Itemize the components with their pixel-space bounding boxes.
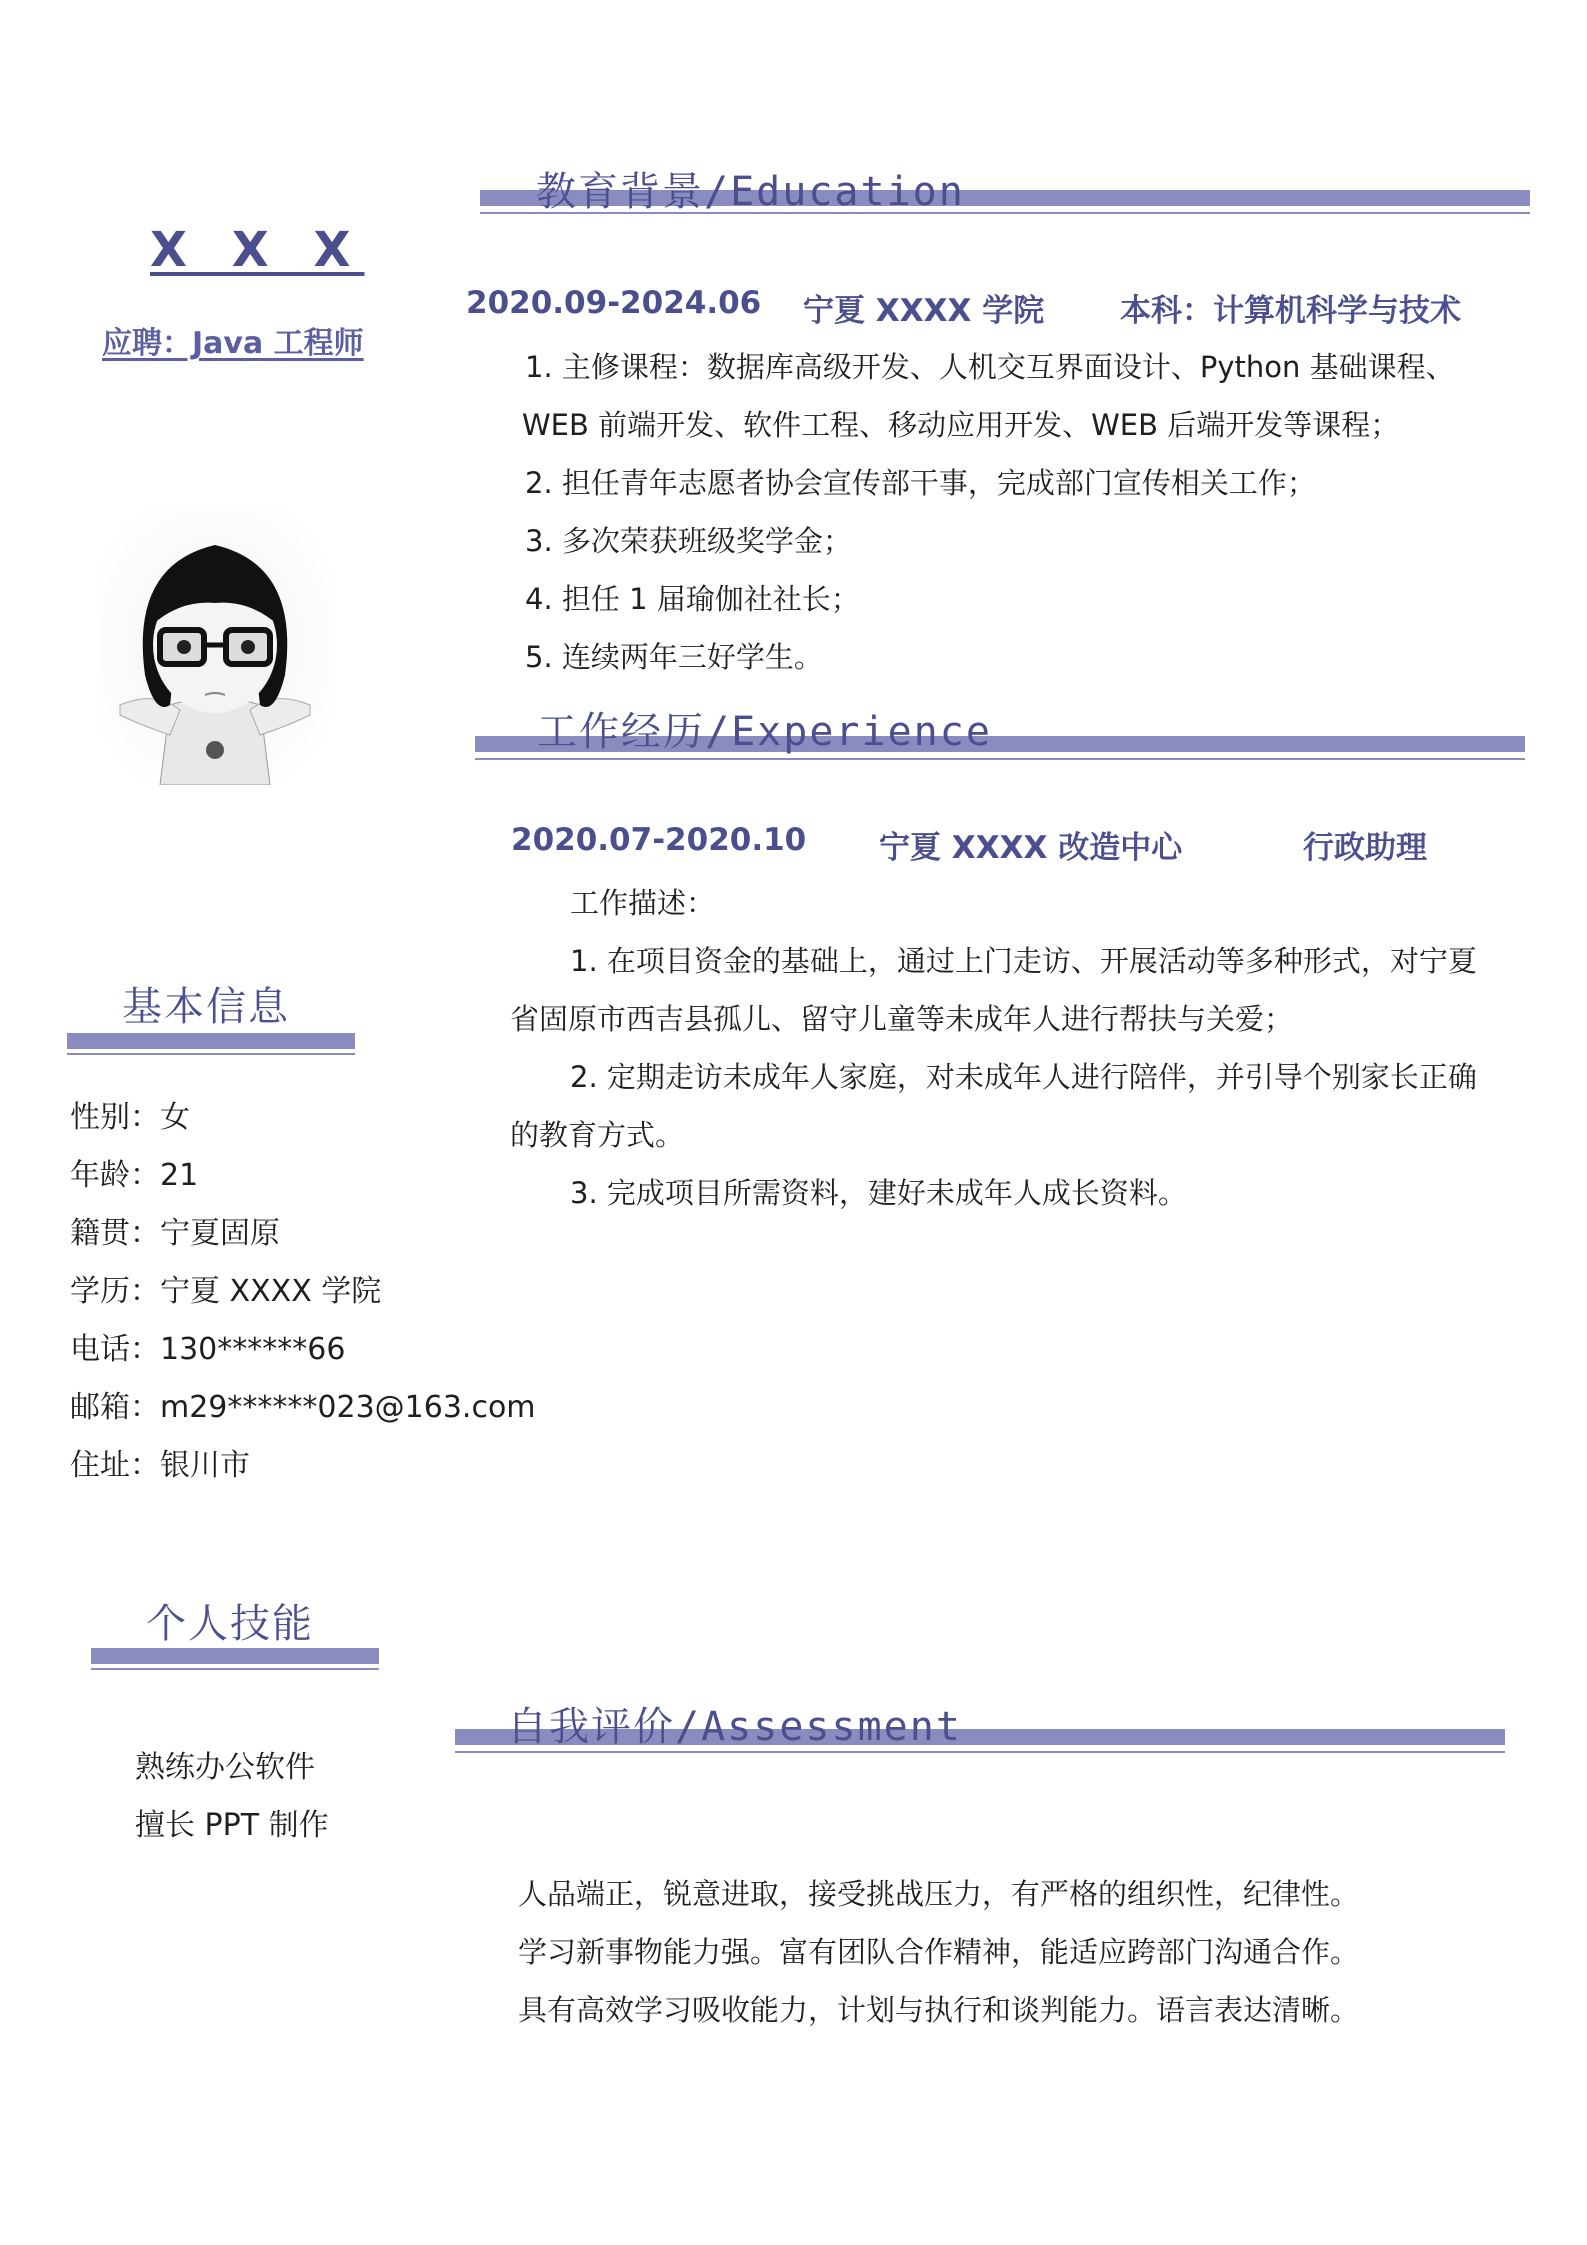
- education-item: 3. 多次荣获班级奖学金；: [525, 524, 852, 558]
- info-age: 年龄：21: [70, 1158, 199, 1193]
- info-phone: 电话：130******66: [70, 1332, 346, 1367]
- candidate-name: X X X: [150, 222, 365, 278]
- experience-role: 行政助理: [1303, 830, 1427, 866]
- info-email: 邮箱：m29******023@163.com: [70, 1390, 536, 1425]
- section-underline: [67, 1053, 355, 1055]
- assessment-line: 具有高效学习吸收能力，计划与执行和谈判能力。语言表达清晰。: [518, 1993, 1360, 2027]
- experience-period: 2020.07-2020.10: [511, 822, 807, 858]
- assessment-section-header: [455, 1695, 1505, 1759]
- info-hometown: 籍贯：宁夏固原: [70, 1216, 280, 1251]
- education-degree: 本科：计算机科学与技术: [1120, 293, 1461, 329]
- section-title: 工作经历/Experience: [537, 709, 992, 755]
- assessment-line: 学习新事物能力强。富有团队合作精神，能适应跨部门沟通合作。: [518, 1935, 1360, 1969]
- experience-item: 的教育方式。: [510, 1118, 685, 1152]
- education-item: 2. 担任青年志愿者协会宣传部干事，完成部门宣传相关工作；: [525, 466, 1316, 500]
- education-period: 2020.09-2024.06: [466, 285, 762, 321]
- assessment-line: 人品端正，锐意进取，接受挑战压力，有严格的组织性，纪律性。: [518, 1877, 1360, 1911]
- section-title: 基本信息: [122, 984, 290, 1030]
- avatar: [100, 505, 330, 785]
- experience-org: 宁夏 XXXX 改造中心: [879, 830, 1183, 866]
- skills-section-header: [91, 1592, 379, 1672]
- info-gender: 性别：女: [70, 1100, 190, 1135]
- job-objective: 应聘：Java 工程师: [102, 326, 364, 361]
- experience-item: 1. 在项目资金的基础上，通过上门走访、开展活动等多种形式，对宁夏: [570, 944, 1477, 978]
- education-item: WEB 前端开发、软件工程、移动应用开发、WEB 后端开发等课程；: [522, 408, 1400, 442]
- section-underline: [91, 1668, 379, 1670]
- education-item: 5. 连续两年三好学生。: [525, 640, 823, 674]
- skill-item: 擅长 PPT 制作: [135, 1808, 329, 1843]
- section-title: 自我评价/Assessment: [507, 1704, 962, 1750]
- skill-item: 熟练办公软件: [135, 1750, 315, 1785]
- section-title: 个人技能: [146, 1601, 314, 1647]
- section-bar: [91, 1648, 379, 1664]
- experience-desc-label: 工作描述：: [570, 886, 716, 920]
- section-title: 教育背景/Education: [536, 169, 965, 215]
- experience-item: 2. 定期走访未成年人家庭，对未成年人进行陪伴，并引导个别家长正确: [570, 1060, 1477, 1094]
- education-school: 宁夏 XXXX 学院: [803, 293, 1045, 329]
- info-address: 住址：银川市: [70, 1448, 250, 1483]
- education-section-header: [480, 160, 1530, 220]
- education-item: 4. 担任 1 届瑜伽社社长；: [525, 582, 860, 616]
- avatar-illustration-icon: [100, 505, 330, 785]
- basic-info-section-header: [67, 975, 355, 1055]
- info-education: 学历：宁夏 XXXX 学院: [70, 1274, 382, 1309]
- section-underline: [475, 758, 1525, 760]
- experience-section-header: [475, 700, 1525, 764]
- experience-item: 3. 完成项目所需资料，建好未成年人成长资料。: [570, 1176, 1187, 1210]
- section-bar: [67, 1033, 355, 1049]
- education-item: 1. 主修课程：数据库高级开发、人机交互界面设计、Python 基础课程、: [525, 350, 1455, 384]
- experience-item: 省固原市西吉县孤儿、留守儿童等未成年人进行帮扶与关爱；: [510, 1002, 1294, 1036]
